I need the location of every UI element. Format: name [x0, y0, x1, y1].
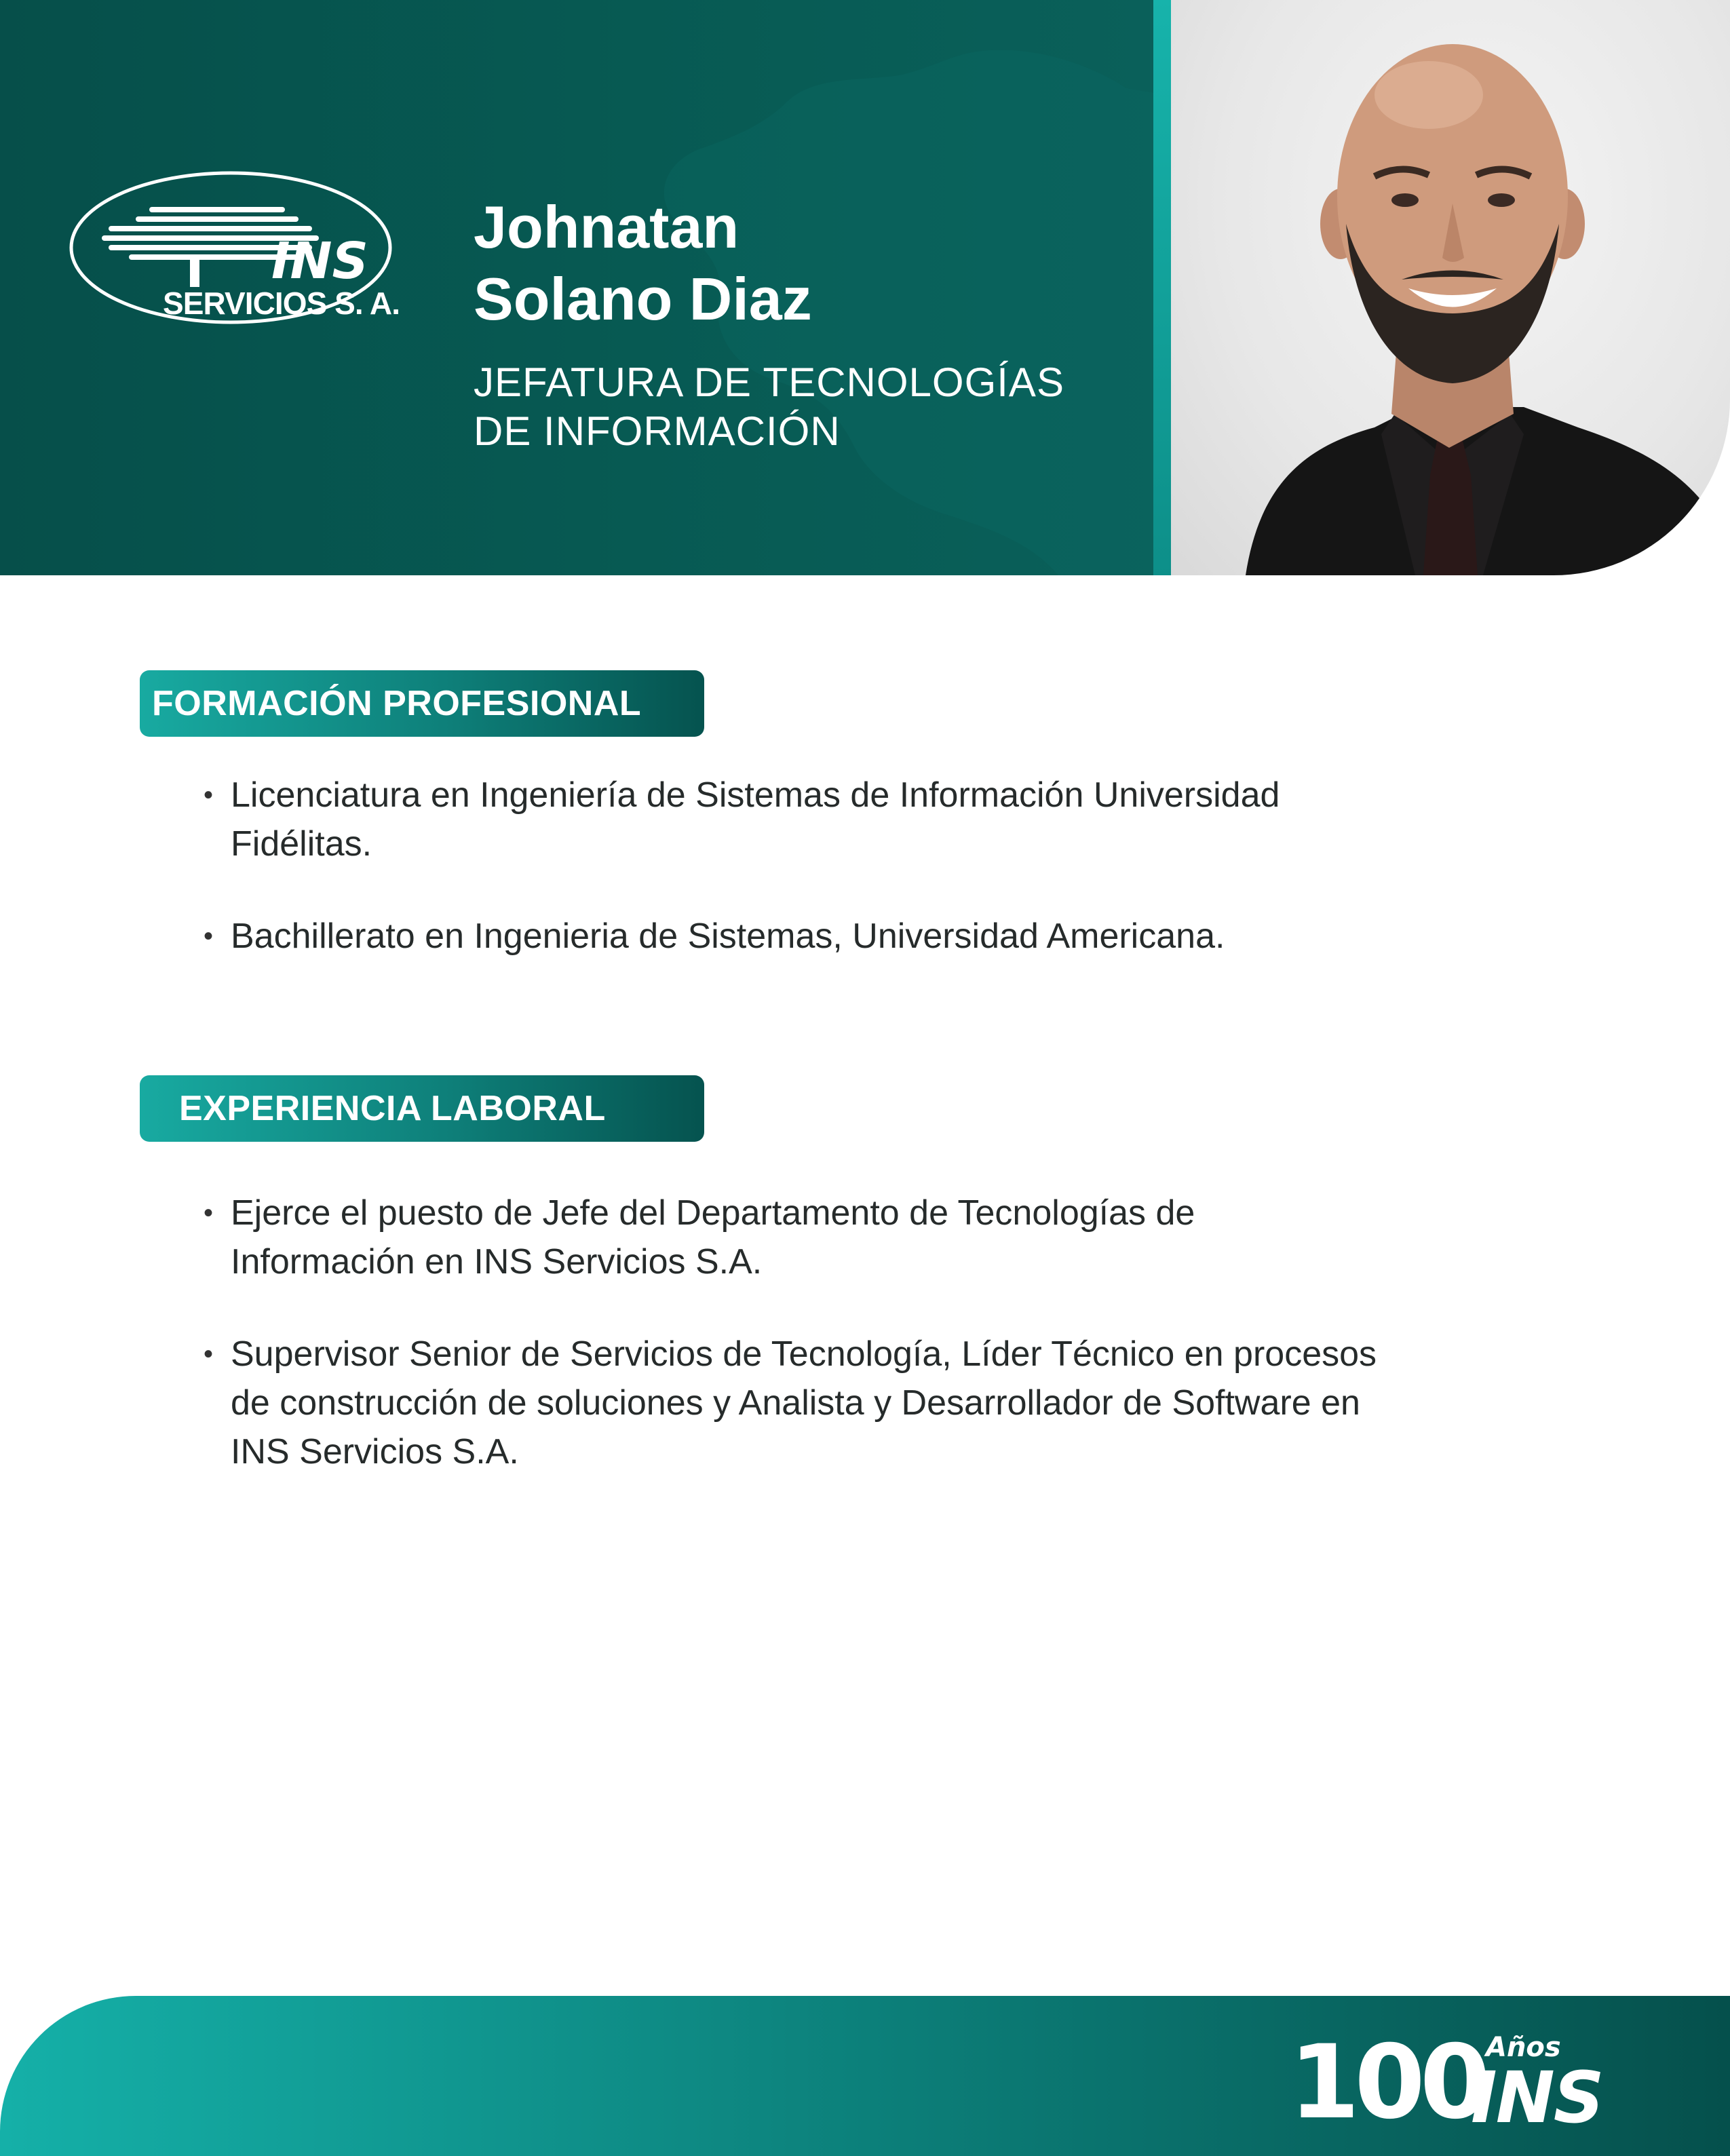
job-title-line-1: JEFATURA DE TECNOLOGÍAS: [474, 360, 1064, 405]
list-item: • Licenciatura en Ingeniería de Sistemas de Información Universidad Fidélitas.: [204, 771, 1533, 868]
experiencia-list: [204, 1189, 1533, 1520]
formacion-list: [204, 771, 1533, 1004]
bullet-icon: •: [204, 780, 214, 810]
logo-wordmark: INS: [271, 232, 368, 290]
bullet-icon: •: [204, 1198, 214, 1228]
profile-header: [0, 0, 1730, 575]
anniversary-label: Años: [1486, 2032, 1561, 2063]
list-item: • Ejerce el puesto de Jefe del Departamento de Tecnologías de Información en INS Servicios S.A.: [204, 1189, 1533, 1286]
profile-photo: [1171, 0, 1730, 575]
bullet-icon: •: [204, 1339, 214, 1369]
bullet-icon: •: [204, 921, 214, 951]
job-title: [474, 358, 1064, 456]
company-logo: [68, 166, 414, 329]
anniversary-number: 100: [1289, 2024, 1486, 2142]
accent-stripe: [1153, 0, 1171, 575]
first-name: Johnatan: [474, 193, 739, 261]
section-heading-formacion: FORMACIÓN PROFESIONAL: [140, 670, 704, 737]
anniversary-logo: [1289, 2024, 1642, 2142]
list-item: • Bachillerato en Ingenieria de Sistemas, Universidad Americana.: [204, 912, 1533, 961]
job-title-line-2: DE INFORMACIÓN: [474, 408, 841, 454]
list-item: • Supervisor Senior de Servicios de Tecnología, Líder Técnico en procesos de construcción de soluciones y Analista y Desarrollador de Software en INS Servicios S.A.: [204, 1330, 1533, 1476]
anniversary-brand: INS: [1471, 2056, 1603, 2139]
last-name: Solano Diaz: [474, 265, 812, 332]
section-heading-experiencia: EXPERIENCIA LABORAL: [140, 1075, 704, 1142]
person-name: [474, 191, 812, 335]
logo-subtitle: SERVICIOS S. A.: [163, 286, 400, 321]
